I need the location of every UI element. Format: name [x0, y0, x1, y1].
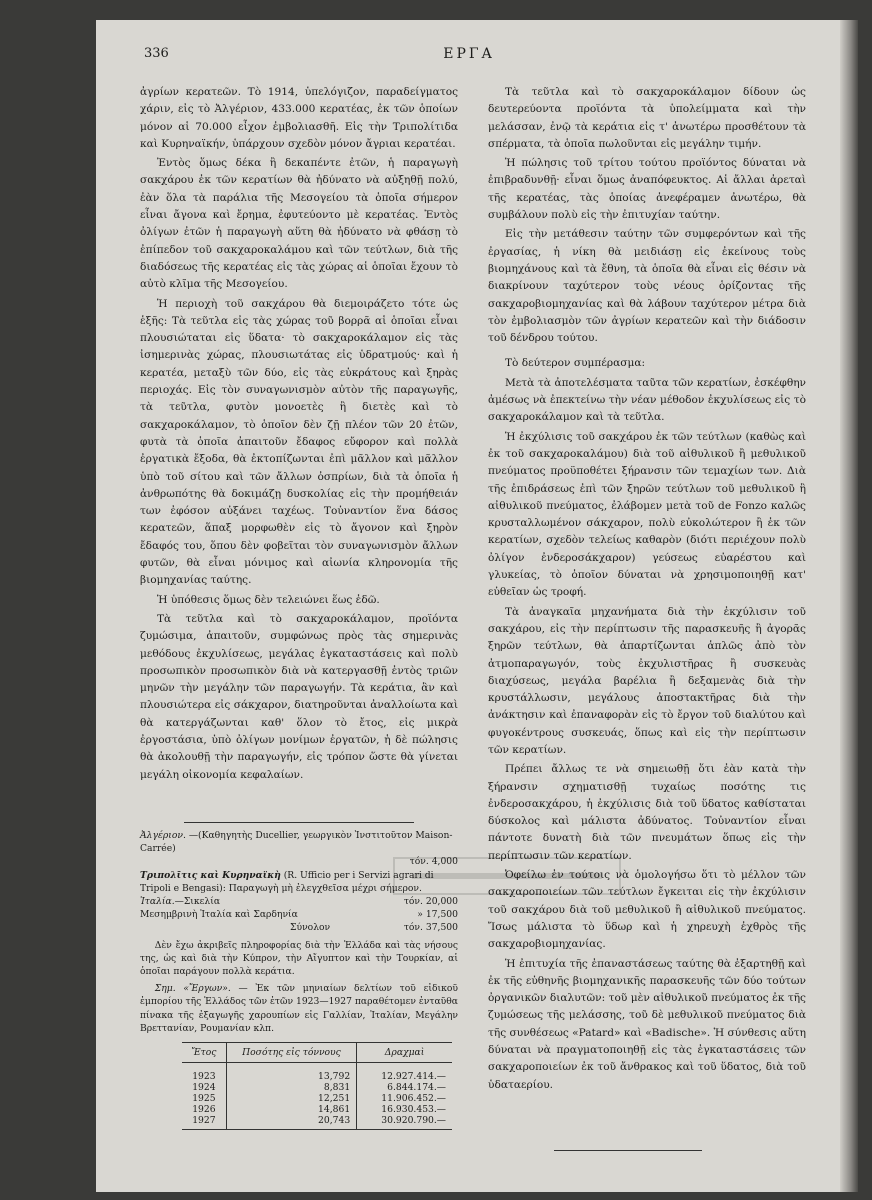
paragraph: Τὰ τεῦτλα καὶ τὸ σακχαροκάλαμον, προϊόντα ζυμώσιμα, ἀπαιτοῦν, συμφώνως πρὸς τὰς σημερινὰς μεθόδους ἐκχυλίσεως, μεγάλας ἐγκαταστάσεις καὶ πολὺ προσωπικὸν προσωπικὸν διὰ νὰ κατεργασθῇ ἐντὸς τριῶν μηνῶν τὴν μεγάλην τῶν παραγωγήν. Τὰ κεράτια, ἂν καὶ πλουσιώτερα εἰς σάκχαρον, διατηροῦνται ἀναλλοίωτα καὶ θὰ κατεργάζωνται καθ' ὅλον τὸ ἔτος, εἰς μικρὰ ἐργοστάσια, ὑπὸ ὀλίγων μονίμων ἐργατῶν, ἡ δὲ πώλησις θὰ ἀκολουθῇ τὴν παραγωγήν, εἰς τρόπον ὥστε θὰ γίνεται μεγάλη οἰκονομία κεφαλαίων. — [140, 612, 458, 781]
paragraph: Τὸ δεύτερον συμπέρασμα: — [504, 357, 646, 370]
book-spine-shadow — [840, 20, 858, 1192]
table-row: 1927 20,743 30.920.790.— — [182, 1115, 452, 1130]
paragraph: Ἡ περιοχὴ τοῦ σακχάρου θὰ διεμοιράζετο τότε ὡς ἑξῆς: Τὰ τεῦτλα εἰς τὰς χώρας τοῦ βορρᾶ αἱ ὁποῖαι εἶναι πλουσιώταται εἰς ὕδατα· τὸ σακχαροκάλαμον εἰς τὰς ἰσημερινὰς χώρας, πλουσιωτάτας εἰς ὑδρατμούς· καὶ ἡ κερατέα, μεταξὺ τῶν δύο, εἰς τὰς εὐκράτους καὶ ξηρὰς περιοχάς. Εἰς τὸν συναγωνισμὸν αὐτὸν τῆς παραγωγῆς, τὰ τεῦτλα, φυτὸν μονοετὲς ἢ διετὲς καὶ τὸ σακχαροκάλαμον, τὸ ὁποῖον δὲν ζῇ πλέον τῶν 20 ἐτῶν, φυτὰ τὰ ὁποῖα ἀπαιτοῦν ἔδαφος εὔφορον καὶ πολλὰ ἐργατικὰ ἔξοδα, θὰ ἐκτοπίζωνται ἐπὶ μᾶλλον καὶ μᾶλλον ὑπὸ τοῦ σίτου καὶ τῶν ἄλλων ὀσπρίων, διὰ τὰ ὁποῖα ἡ ἀνθρωπότης θὰ δοκιμάζῃ δυσκολίας εἰς τὴν προμήθειάν των ἐφόσον αὐξάνει ταχέως. Τοὐναντίον ἕνα δάσος κερατεῶν, ἅπαξ μορφωθὲν εἰς τὸ ἄγονον καὶ ξηρὸν ἔδαφός του, ὅπου δὲν φοβεῖται τὸν συναγωνισμὸν ἄλλων φυτῶν, θὰ εἶναι μόνιμος καὶ αἰωνία κληρονομία τῆς βιομηχανίας ταύτης. — [140, 297, 458, 587]
table-header-row — [182, 1043, 452, 1063]
page-number: 336 — [144, 46, 169, 61]
paragraph: Ὀφείλω ἐν τούτοις νὰ ὁμολογήσω ὅτι τὸ μέλλον τῶν σακχαροποιείων τῶν τεύτλων ἔγκειται εἰς τὴν ἐκχύλισιν τοῦ σακχάρου διὰ τοῦ μεθυλικοῦ ἢ αἰθυλικοῦ πνεύματος. Ἴσως μάλιστα τὸ ὕδωρ καὶ ἡ χηρευχὴ ἐχθρὸς τῆς σακχαροβιομηχανίας. — [488, 869, 806, 951]
end-rule — [554, 1150, 702, 1151]
paragraph: Ἡ πώλησις τοῦ τρίτου τούτου προϊόντος δύναται νὰ ἐπιβραδυνθῇ· εἶναι ὅμως ἀναπόφευκτος. Αἱ ἄλλαι ἀρεταὶ τῆς κερατέας, τὰς ὁποίας ἀνεφέραμεν ἀνωτέρω, θὰ συμβάλουν πολὺ εἰς τὴν ἐπιτυχίαν ταύτην. — [488, 157, 806, 222]
header-year: Ἔτος — [182, 1043, 226, 1063]
note-ergon: Σημ. «Ἔργων». — Ἐκ τῶν μηνιαίων δελτίων τοῦ εἰδικοῦ ἐμπορίου τῆς Ἑλλάδος τῶν ἐτῶν 1923—1927 παραθέτομεν ἐνταῦθα πίνακα τῆς ἐξαγωγῆς χαρουπίων εἰς Γαλλίαν, Ἰταλίαν, Μεγάλην Βρεττανίαν, Ρουμανίαν κλπ. — [140, 983, 458, 1034]
running-title: ΕΡΓΑ — [443, 46, 495, 62]
table-row: 1926 14,861 16.930.453.— — [182, 1104, 452, 1115]
paragraph: ἀγρίων κερατεῶν. Τὸ 1914, ὑπελόγιζον, παραδείγματος χάριν, εἰς τὸ Ἀλγέριον, 433.000 κερατέας, ἐκ τῶν ὁποίων μόνον αἱ 70.000 εἶχον ἐμβολιασθῆ. Εἰς τὴν Τριπολίτιδα καὶ Κυρηναϊκήν, ὑπάρχουν σχεδὸν μόνον ἄγριαι κερατέαι. — [140, 86, 458, 150]
paragraph: Εἰς τὴν μετάθεσιν ταύτην τῶν συμφερόντων καὶ τῆς ἐργασίας, ἡ νίκη θὰ μειδιάσῃ εἰς ἐκείνους τοὺς βιομηχάνους καὶ τὰ ἔθνη, τὰ ὁποῖα θὰ εἶναι εἰς θέσιν νὰ διακρίνουν ταχύτερον τοὺς νέους ὁρίζοντας τῆς σακχαροβιομηχανίας καὶ θὰ λάβουν ταχύτερον μέτρα διὰ τὸν ἐμβολιασμὸν τῶν ἀγρίων κερατεῶν καὶ τὴν διάδοσιν τοῦ δένδρου τούτου. — [488, 228, 806, 345]
note-tripoli: Τριπολῖτις καὶ Κυρηναϊκὴ (R. Ufficio per i Servizi agrari di Tripoli e Bengasi): Παραγωγὴ μὴ ἐλεγχθεῖσα μέχρι σήμερον. — [140, 869, 434, 894]
paragraph: Ἐντὸς ὅμως δέκα ἢ δεκαπέντε ἐτῶν, ἡ παραγωγὴ σακχάρου ἐκ τῶν κερατίων θὰ ἠδύνατο νὰ αὐξηθῇ πολύ, ἐὰν ὅλα τὰ παράλια τῆς Μεσογείου τὰ ὁποῖα σήμερον εἶναι ἄγονα καὶ ἔρημα, ἐφυτεύοντο μὲ κερατέας. Ἐντὸς ὀλίγων ἐτῶν ἡ παραγωγὴ αὕτη θὰ ἠδύνατο νὰ φθάσῃ τὸ ἐπίπεδον τοῦ σακχαροκαλάμου καὶ τῶν τεύτλων, διὰ τῆς διαδόσεως τῆς κερατέας εἰς τὰς χώρας αἱ ὁποῖαι ἔχουν τὸ αὐτὸ κλῖμα τῆς Μεσογείου. — [140, 157, 458, 291]
note-no-info: Δὲν ἔχω ἀκριβεῖς πληροφορίας διὰ τὴν Ἑλλάδα καὶ τὰς νήσους της, ὡς καὶ διὰ τὴν Κύπρον, τὴν Αἴγυπτον καὶ τὴν Τουρκίαν, αἱ ὁποῖαι παράγουν πολλὰ κεράτια. — [140, 939, 458, 978]
page-header — [144, 46, 794, 68]
paragraph: Τὰ τεῦτλα καὶ τὸ σακχαροκάλαμον δίδουν ὡς δευτερεύοντα προϊόντα τὰ ὑπολείμματα καὶ τὴν μελάσσαν, ἐνῷ τὰ κεράτια εἰς τ' ἀνωτέρω προσθέτουν τὰ σπέρματα, τὰ ὁποῖα πωλοῦνται εἰς μεγάλην τιμήν. — [488, 86, 806, 150]
note-italy: Ἰταλία.—Σικελία τόν. 20,000 — [140, 896, 458, 908]
note-total: Σύνολον τόν. 37,500 — [290, 922, 458, 934]
note-algeria-value-row: τόν. 4,000 — [409, 856, 458, 868]
paragraph: Ἡ ἐκχύλισις τοῦ σακχάρου ἐκ τῶν τεύτλων (καθὼς καὶ ἐκ τοῦ σακχαροκαλάμου) διὰ τοῦ αἰθυλικοῦ ἢ μεθυλικοῦ πνεύματος προϋποθέτει ξήρανσιν τῶν τεμαχίων των. Διὰ τῆς ἐπιδράσεως ἐπὶ τῶν ξηρῶν τεύτλων τοῦ μεθυλικοῦ ἢ αἰθυλικοῦ πνεύματος, ἐλάβομεν μετὰ τοῦ de Fonzo καλῶς κρυσταλλωμένον σάκχαρον, πολὺ εὐκολώτερον ἢ ἐκ τῶν κερατίων, σχεδὸν τελείως καθαρὸν (διότι περιέχουν πολὺ ὀλίγον ἐνδεροσάκχαρον) γεύσεως εὐαρέστου καὶ γλυκείας, τὸ ὁποῖον δύναται νὰ χρησιμοποιηθῇ κατ' εὐθεῖαν ὡς τροφή. — [488, 430, 806, 599]
paragraph: Ἡ ἐπιτυχία τῆς ἐπαναστάσεως ταύτης θὰ ἐξαρτηθῇ καὶ ἐκ τῆς εὐθηνῆς βιομηχανικῆς παρασκευῆς τῶν δύο τούτων ὀργανικῶν διαλυτῶν: τοῦ μὲν αἰθυλικοῦ πνεύματος ἐκ τῆς ζυμώσεως τῆς μελάσσης, τοῦ δὲ μεθυλικοῦ πνεύματος διὰ τῆς συνθέσεως «Patard» καὶ «Badische». Ἡ σύνθεσις αὕτη δύναται νὰ πραγματοποιηθῇ εἰς τὰς ἐγκαταστάσεις τῶν σακχαροποιείων ἐκ τοῦ ἄνθρακος καὶ τοῦ ὕδατος, διὰ τοῦ ὑδαταερίου. — [488, 957, 806, 1091]
table-row: 1925 12,251 11.906.452.— — [182, 1093, 452, 1104]
scanned-page — [96, 20, 858, 1192]
header-quantity: Ποσότης εἰς τόννους — [226, 1043, 356, 1063]
paragraph: Τὰ ἀναγκαῖα μηχανήματα διὰ τὴν ἐκχύλισιν τοῦ σακχάρου, εἰς τὴν περίπτωσιν τῆς παρασκευῆς ἢ ἀγορᾶς ξηρῶν τεύτλων, θὰ ἀπαρτίζωνται ἁπλῶς ἀπὸ τὸν ἀτμοπαραγωγόν, τοὺς ἐκχυλιστῆρας ἢ συσκευὰς διαχύσεως, μεγάλα βαρέλια ἢ δεξαμενὰς διὰ τὴν κρυστάλλωσιν, μεγάλους ἀποστακτῆρας διὰ τὴν ἀνάκτησιν καὶ ἐπαναφορὰν εἰς τὸ ἔργον τοῦ διαλύτου καὶ φυγοκέντρους συσκευάς, ὅπως καὶ εἰς τὴν περίπτωσιν τῶν κερατίων. — [488, 605, 806, 756]
paragraph: Πρέπει ἄλλως τε νὰ σημειωθῇ ὅτι ἐὰν κατὰ τὴν ξήρανσιν σχηματισθῇ τυχαίως ποσότης τις ἐνδεροσακχάρου, ἡ ἐκχύλισις διὰ τοῦ ὕδατος καθίσταται δύσκολος καὶ μάλιστα ἀδύνατος. Τοὐναντίον εἶναι πάντοτε δυνατὴ διὰ τῶν πνευμάτων ὅπως εἰς τὴν περίπτωσιν τῶν κερατίων. — [488, 763, 806, 862]
note-south-italy: Μεσημβρινὴ Ἰταλία καὶ Σαρδηνία » 17,500 — [140, 909, 458, 921]
footnotes — [140, 822, 458, 1035]
archive-watermark-icon — [392, 856, 622, 896]
paragraph: Μετὰ τὰ ἀποτελέσματα ταῦτα τῶν κερατίων, ἐσκέφθην ἀμέσως νὰ ἐπεκτείνω τὴν νέαν μέθοδον ἐκχυλίσεως εἰς τὸ σακχαροκάλαμον καὶ τὰ τεῦτλα. — [488, 376, 806, 424]
footnote-rule — [184, 822, 414, 823]
paragraph: Ἡ ὑπόθεσις ὅμως δὲν τελειώνει ἕως ἐδῶ. — [156, 593, 380, 606]
right-column — [488, 84, 806, 1094]
left-column — [140, 84, 458, 784]
table-row: 1923 13,792 12.927.414.— — [182, 1071, 452, 1082]
note-algeria: Ἀλγέριον. —(Καθηγητὴς Ducellier, γεωργικὸν Ἰνστιτοῦτον Maison-Carrée) — [140, 830, 453, 855]
exports-table — [182, 1042, 452, 1130]
table-row: 1924 8,831 6.844.174.— — [182, 1082, 452, 1093]
header-drachmas: Δραχμαὶ — [357, 1043, 452, 1063]
